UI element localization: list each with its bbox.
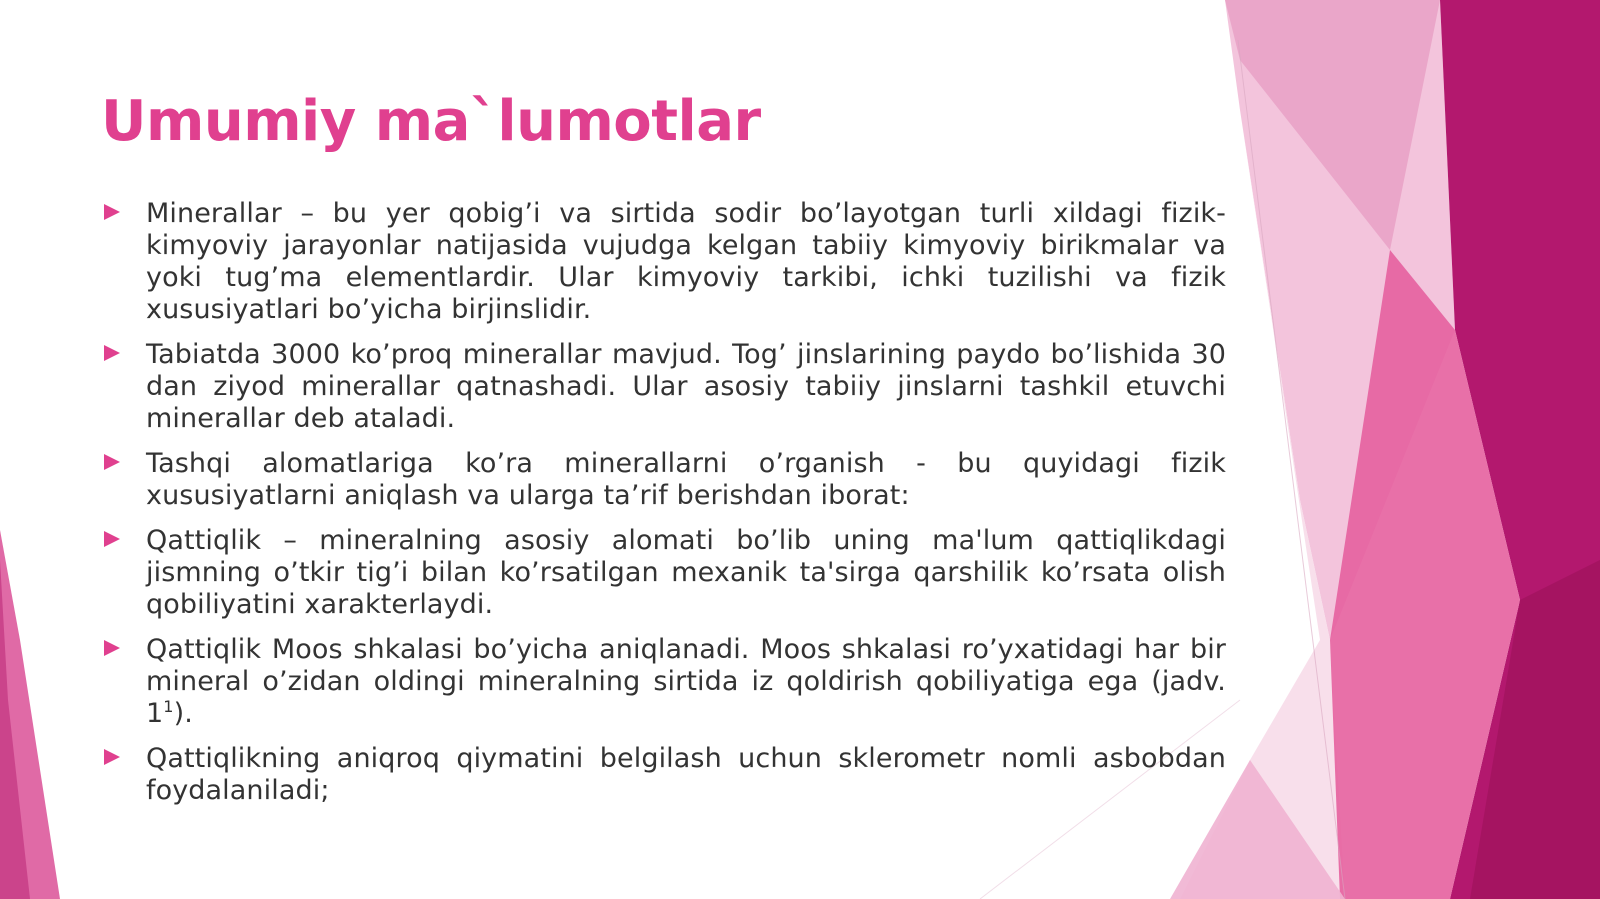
bullet-text: Tabiatda 3000 ko’proq minerallar mavjud. Tog’ jinslarining paydo bo’lishida 30 dan ziyod minerallar qatnashadi. Ular asosiy tabiiy jinslarni tashkil etuvchi minerallar deb ataladi.: [146, 339, 1226, 434]
bullet-text-suffix: ).: [173, 698, 193, 729]
bullet-item: [100, 743, 1226, 807]
triangle-right-icon: [104, 531, 120, 547]
triangle-right-icon: [104, 204, 120, 220]
bullet-item: [100, 339, 1226, 435]
bullet-item: [100, 198, 1226, 326]
bullet-text: Qattiqlik – mineralning asosiy alomati bo’lib uning ma'lum qattiqlikdagi jismning o’tkir tig’i bilan ko’rsatilgan mexanik ta'sirga qarshilik ko’rsata olish qobiliyatini xarakterlaydi.: [146, 525, 1226, 620]
triangle-right-icon: [104, 454, 120, 470]
bullet-item: [100, 634, 1226, 730]
triangle-right-icon: [104, 345, 120, 361]
bullet-text: Qattiqlik Moos shkalasi bo’yicha aniqlanadi. Moos shkalasi ro’yxatidagi har bir mineral o’zidan oldingi mineralning sirtida iz qoldirish qobiliyatiga ega (jadv. 1: [146, 634, 1226, 729]
bullet-text: Minerallar – bu yer qobig’i va sirtida sodir bo’layotgan turli xildagi fizik-kimyoviy jarayonlar natijasida vujudga kelgan tabiiy kimyoviy birikmalar va yoki tug’ma elementlardir. Ular kimyoviy tarkibi, ichki tuzilishi va fizik xususiyatlari bo’yicha birjinslidir.: [146, 198, 1226, 325]
superscript: 1: [163, 697, 174, 716]
slide-title: Umumiy ma`lumotlar: [101, 89, 761, 154]
bullet-list: [100, 198, 1226, 820]
triangle-right-icon: [104, 640, 120, 656]
bullet-text: Tashqi alomatlariga ko’ra minerallarni o’rganish - bu quyidagi fizik xususiyatlarni aniqlash va ularga ta’rif berishdan iborat:: [146, 448, 1226, 511]
triangle-right-icon: [104, 749, 120, 765]
bullet-item: [100, 448, 1226, 512]
bullet-item: [100, 525, 1226, 621]
bullet-text: Qattiqlikning aniqroq qiymatini belgilash uchun sklerometr nomli asbobdan foydalaniladi;: [146, 743, 1226, 806]
